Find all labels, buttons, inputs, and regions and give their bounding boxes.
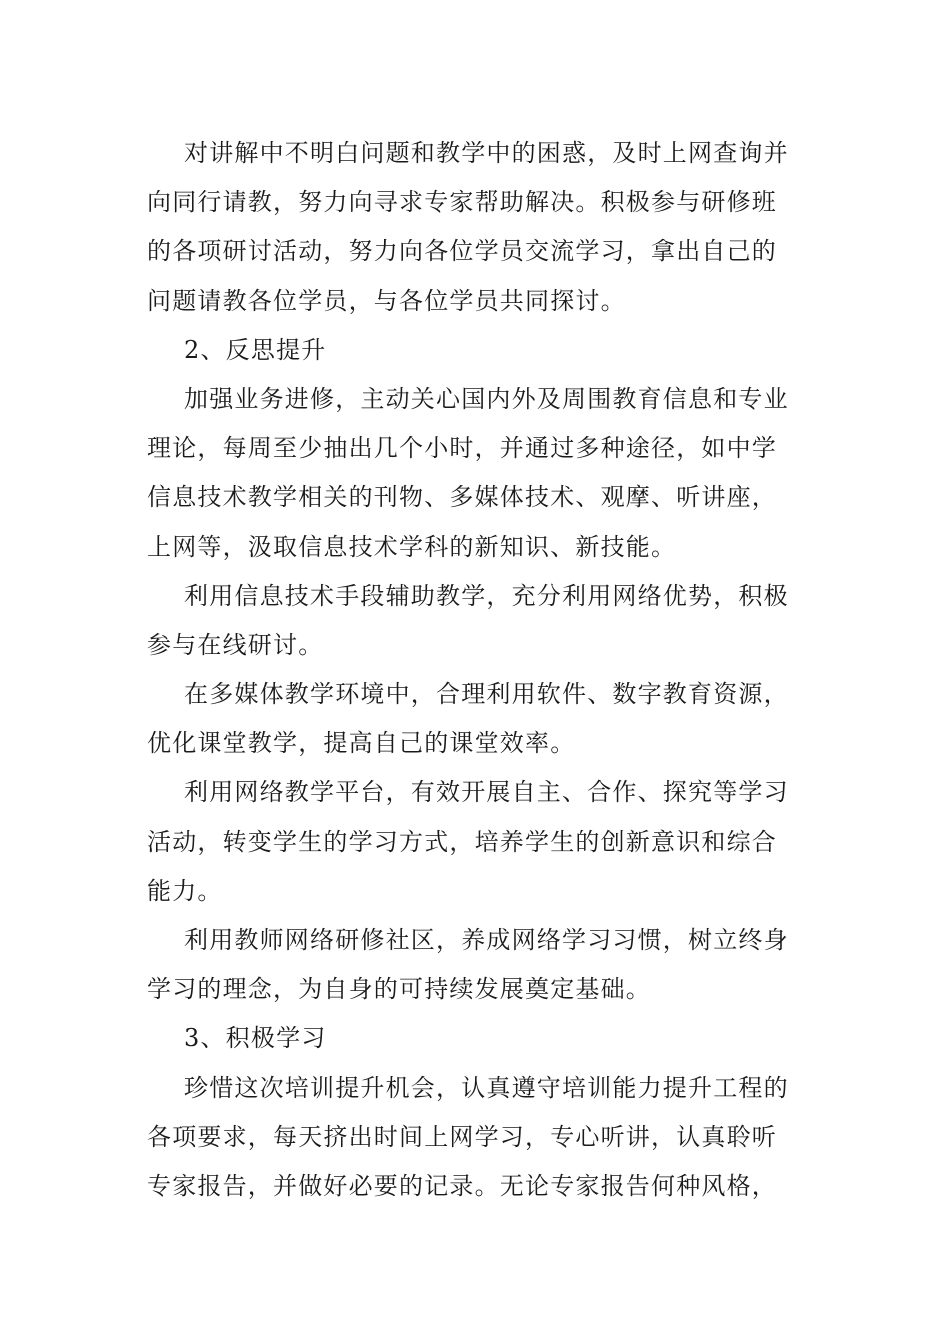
text-line: 学习的理念，为自身的可持续发展奠定基础。 (147, 975, 651, 1004)
paragraph (147, 1064, 807, 1212)
text-line: 上网等，汲取信息技术学科的新知识、新技能。 (147, 532, 677, 561)
text-line: 专家报告，并做好必要的记录。无论专家报告何种风格， (147, 1171, 777, 1200)
text-line: 活动，转变学生的学习方式，培养学生的创新意识和综合 (147, 827, 777, 856)
text-line: 问题请教各位学员，与各位学员共同探讨。 (147, 286, 626, 315)
text-line: 能力。 (147, 876, 223, 905)
paragraph (147, 916, 807, 1014)
paragraph (147, 572, 807, 670)
text-line: 利用教师网络研修社区，养成网络学习习惯，树立终身 (184, 926, 789, 954)
text-line: 的各项研讨活动，努力向各位学员交流学习，拿出自己的 (147, 237, 777, 266)
text-line: 利用网络教学平台，有效开展自主、合作、探究等学习 (184, 778, 789, 807)
paragraph (147, 375, 807, 572)
section-heading (147, 1014, 807, 1063)
heading-text: 2、反思提升 (184, 335, 327, 364)
text-line: 优化课堂教学，提高自己的课堂效率。 (147, 729, 576, 758)
text-line: 在多媒体教学环境中，合理利用软件、数字教育资源， (184, 680, 789, 709)
text-line: 各项要求，每天挤出时间上网学习，专心听讲，认真聆听 (147, 1122, 777, 1151)
text-line: 理论，每周至少抽出几个小时，并通过多种途径，如中学 (147, 434, 777, 463)
text-line: 对讲解中不明白问题和教学中的困惑，及时上网查询并 (184, 139, 789, 167)
paragraph (147, 670, 807, 768)
heading-text: 3、积极学习 (184, 1024, 327, 1053)
text-line: 向同行请教，努力向寻求专家帮助解决。积极参与研修班 (147, 188, 777, 217)
text-line: 珍惜这次培训提升机会，认真遵守培训能力提升工程的 (184, 1073, 789, 1102)
document-body (147, 129, 807, 1211)
text-line: 利用信息技术手段辅助教学，充分利用网络优势，积极 (184, 581, 789, 610)
paragraph (147, 129, 807, 326)
text-line: 加强业务进修，主动关心国内外及周围教育信息和专业 (184, 384, 789, 413)
section-heading (147, 326, 807, 375)
paragraph (147, 768, 807, 916)
text-line: 信息技术教学相关的刊物、多媒体技术、观摩、听讲座， (147, 483, 777, 512)
text-line: 参与在线研讨。 (147, 630, 324, 659)
